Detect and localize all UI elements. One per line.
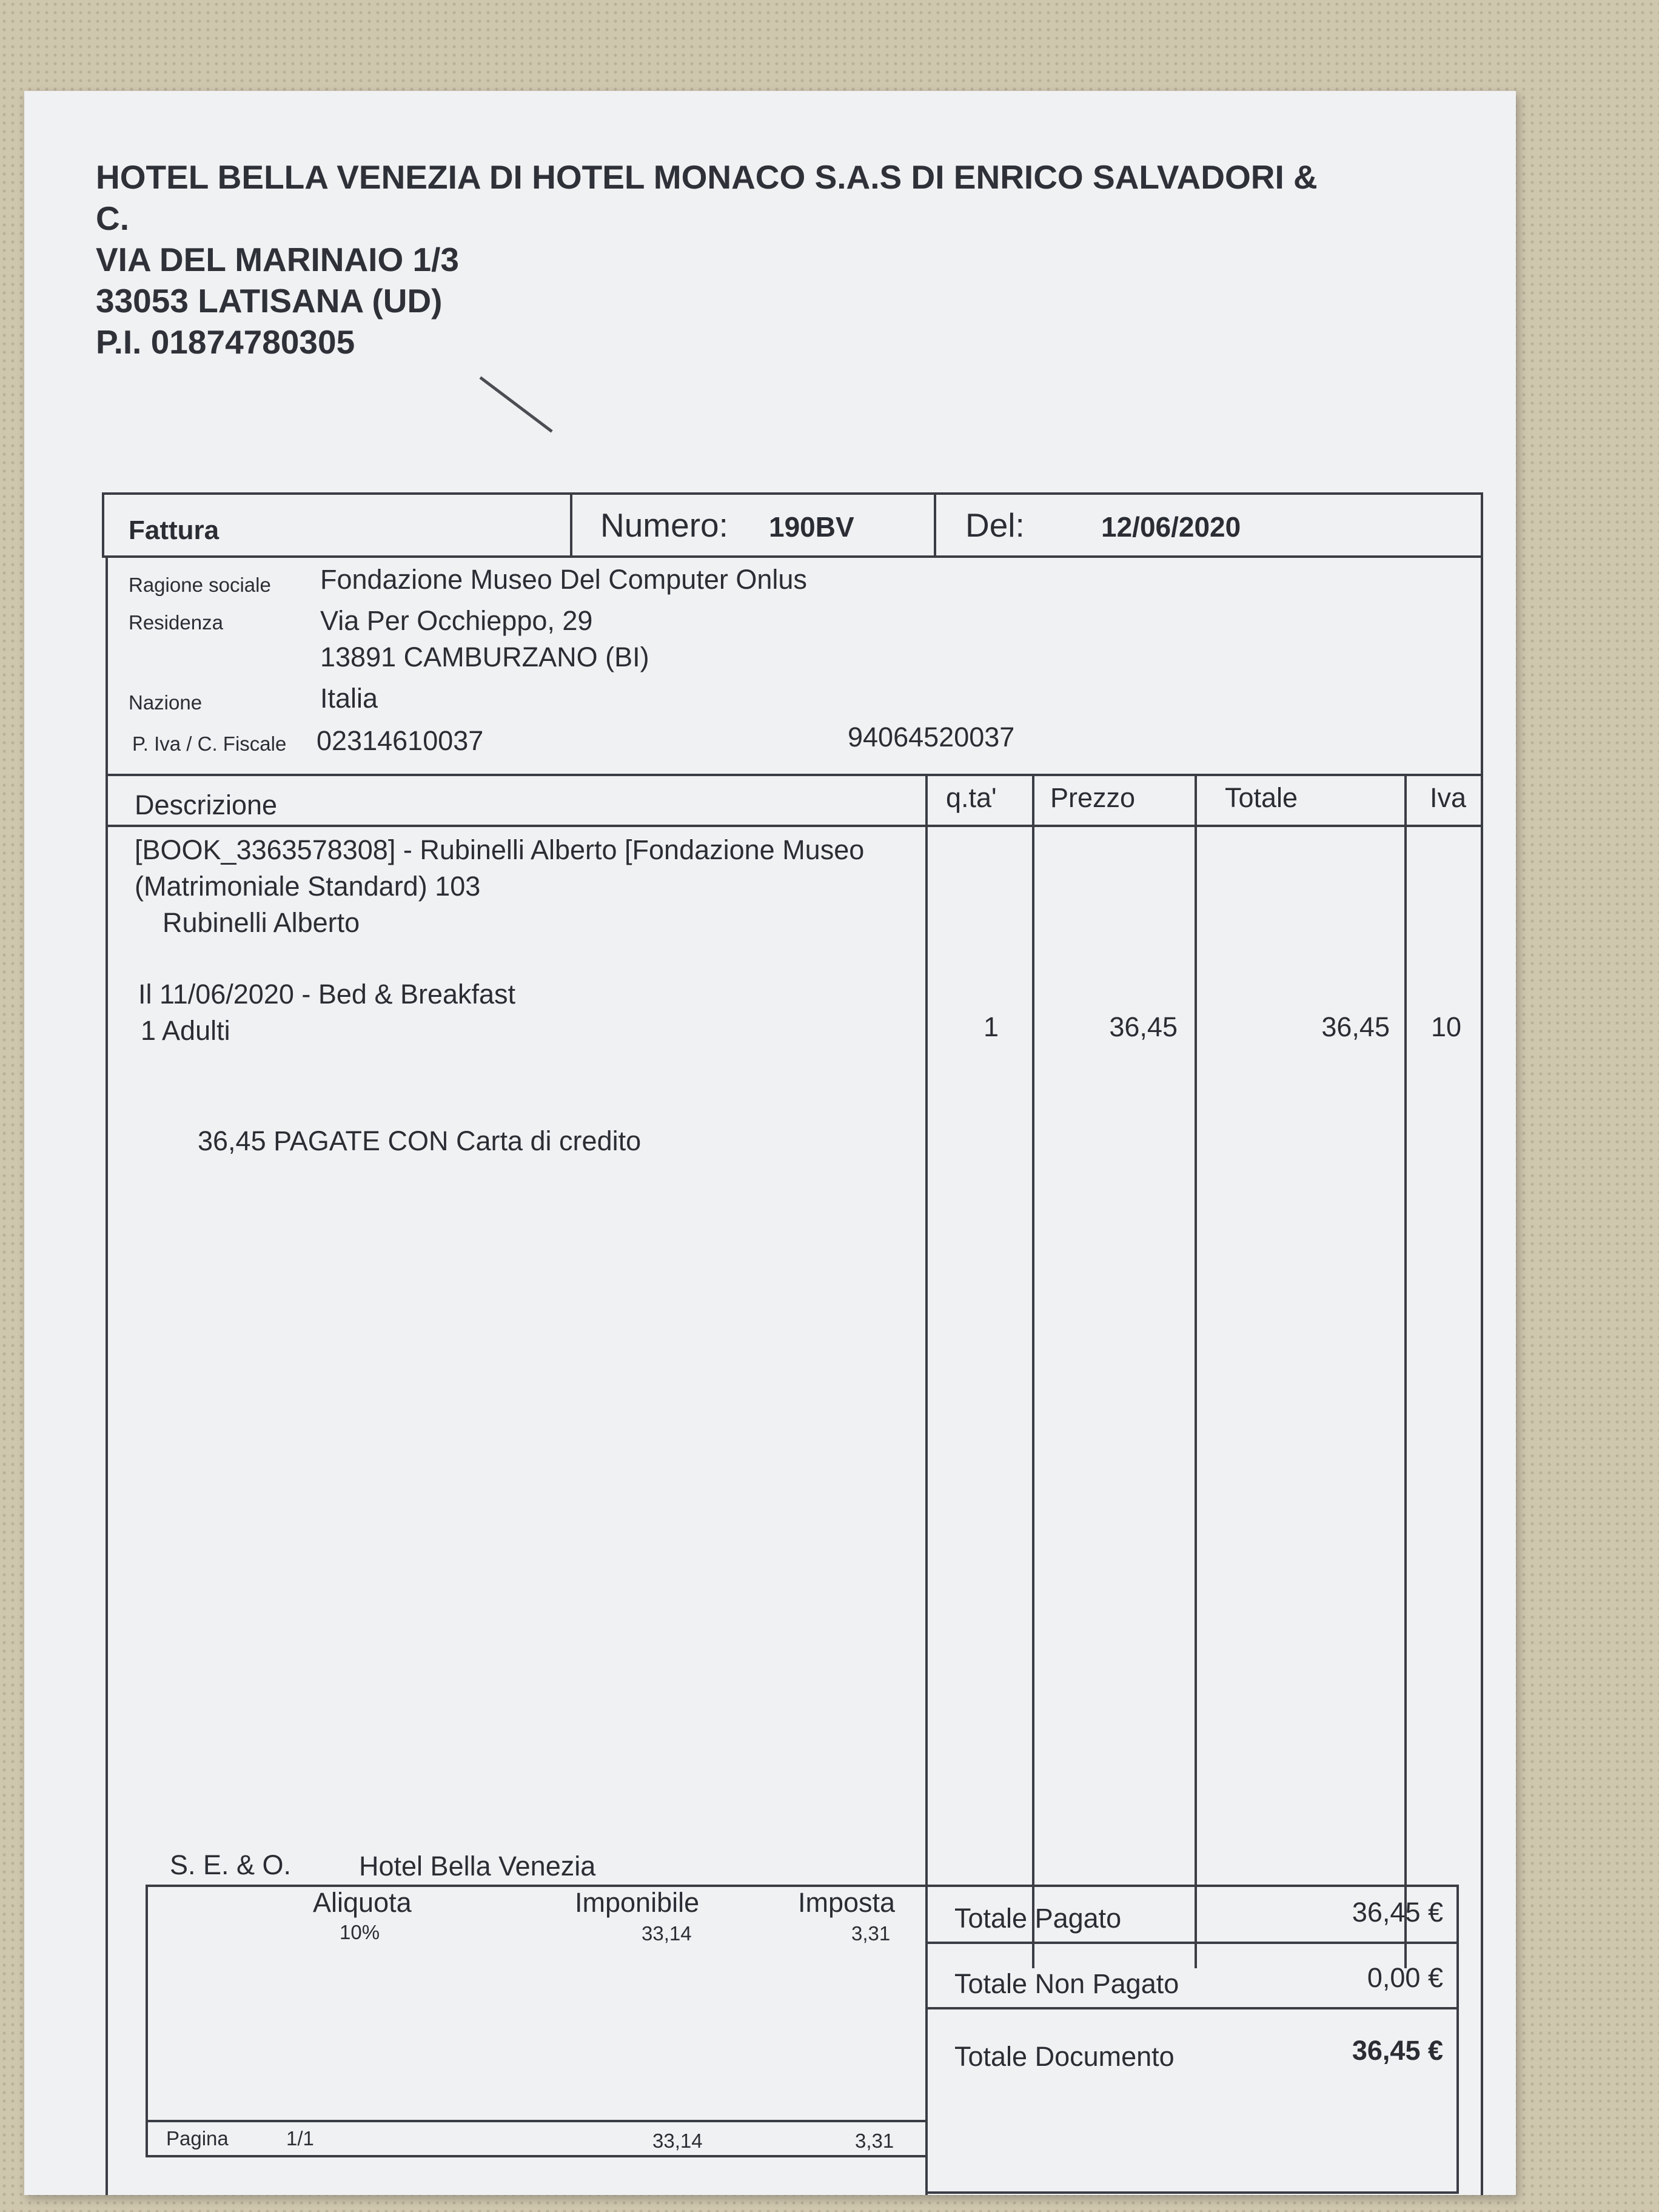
item-line-service: Il 11/06/2020 - Bed & Breakfast <box>138 979 516 1010</box>
customer-country: Italia <box>320 683 378 714</box>
issuer-city: 33053 LATISANA (UD) <box>96 282 443 320</box>
pen-mark <box>479 377 552 433</box>
customer-address: Via Per Occhieppo, 29 <box>320 605 593 636</box>
col-prezzo: Prezzo <box>1050 782 1136 813</box>
item-prezzo: 36,45 <box>1109 1011 1178 1042</box>
issuer-name: HOTEL BELLA VENEZIA DI HOTEL MONACO S.A.S DI ENRICO SALVADORI & <box>96 158 1318 196</box>
payment-note: 36,45 PAGATE CON Carta di credito <box>198 1125 642 1156</box>
customer-tax-code: 94064520037 <box>848 722 1015 752</box>
item-line-room: (Matrimoniale Standard) 103 <box>135 871 481 902</box>
item-totale: 36,45 <box>1321 1011 1390 1042</box>
number-label: Numero: <box>600 506 728 544</box>
totale-pagato-label: Totale Pagato <box>954 1903 1122 1934</box>
date-label: Del: <box>965 506 1025 544</box>
issuer-name-cont: C. <box>96 199 129 237</box>
imponibile-label: Imponibile <box>575 1887 700 1918</box>
invoice-number: 190BV <box>769 511 854 543</box>
piva-label: P. Iva / C. Fiscale <box>132 732 287 755</box>
imponibile-total: 33,14 <box>652 2130 703 2152</box>
totale-non-pagato-label: Totale Non Pagato <box>954 1968 1179 1999</box>
document-type: Fattura <box>129 515 220 545</box>
nazione-label: Nazione <box>129 691 203 714</box>
col-qta: q.ta' <box>946 782 997 813</box>
issuer-street: VIA DEL MARINAIO 1/3 <box>96 241 459 278</box>
customer-name: Fondazione Museo Del Computer Onlus <box>320 564 807 595</box>
ragione-label: Ragione sociale <box>129 574 271 596</box>
invoice-paper <box>24 91 1516 2195</box>
item-line-booking: [BOOK_3363578308] - Rubinelli Alberto [Fondazione Museo <box>135 834 865 865</box>
pagina-value: 1/1 <box>286 2127 314 2150</box>
hotel-signature: Hotel Bella Venezia <box>359 1851 596 1882</box>
totale-documento-label: Totale Documento <box>954 2041 1175 2072</box>
customer-vat: 02314610037 <box>317 725 484 756</box>
customer-city: 13891 CAMBURZANO (BI) <box>320 642 649 672</box>
imposta-total: 3,31 <box>855 2130 894 2152</box>
item-qta: 1 <box>984 1011 999 1042</box>
imponibile-value: 33,14 <box>642 1922 692 1945</box>
pagina-label: Pagina <box>166 2127 229 2150</box>
item-iva: 10 <box>1431 1011 1462 1042</box>
totale-non-pagato-value: 0,00 € <box>1367 1962 1443 1993</box>
col-totale: Totale <box>1225 782 1298 813</box>
item-line-adults: 1 Adulti <box>141 1015 230 1046</box>
totale-documento-value: 36,45 € <box>1352 2035 1443 2066</box>
invoice-date: 12/06/2020 <box>1101 511 1241 543</box>
aliquota-label: Aliquota <box>313 1887 412 1918</box>
imposta-label: Imposta <box>798 1887 896 1918</box>
issuer-vat: P.I. 01874780305 <box>96 323 355 361</box>
seo-note: S. E. & O. <box>170 1849 292 1880</box>
totale-pagato-value: 36,45 € <box>1352 1897 1443 1928</box>
aliquota-value: 10% <box>340 1921 380 1943</box>
imposta-value: 3,31 <box>851 1922 891 1945</box>
residenza-label: Residenza <box>129 611 223 634</box>
item-line-guest: Rubinelli Alberto <box>163 907 360 938</box>
col-iva: Iva <box>1430 782 1467 813</box>
col-descrizione: Descrizione <box>135 789 278 820</box>
